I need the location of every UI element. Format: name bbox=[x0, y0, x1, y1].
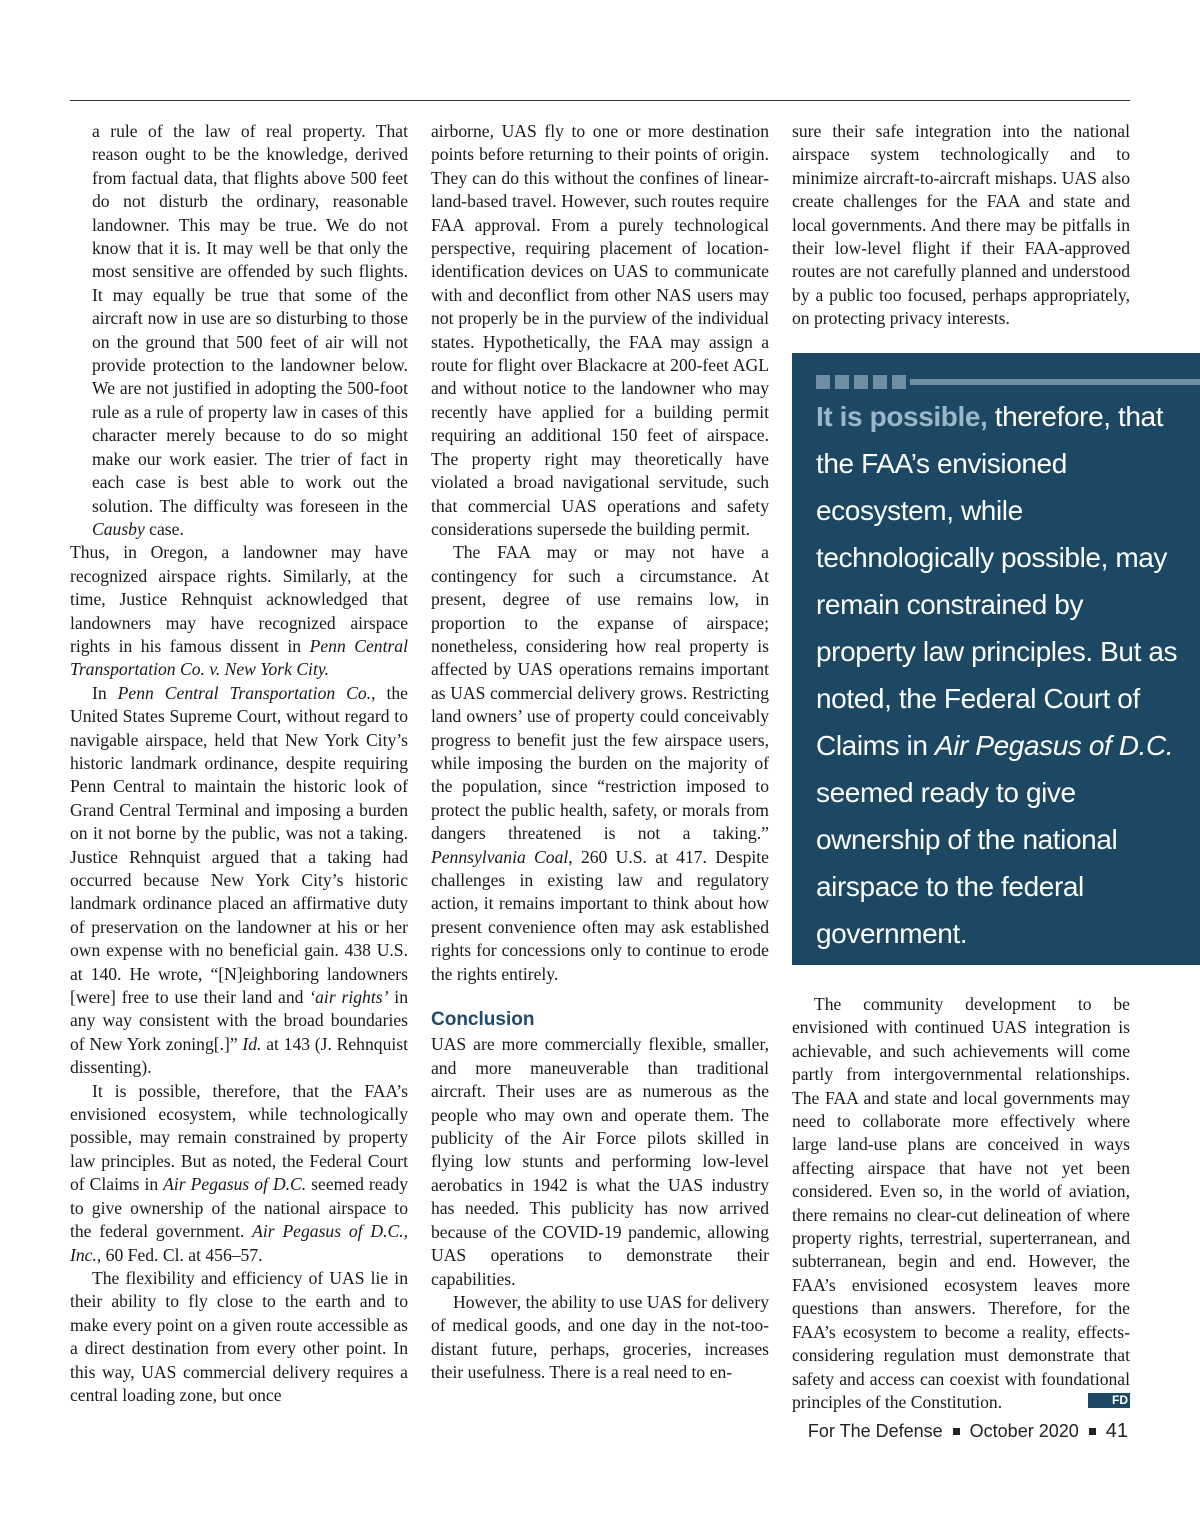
case-name: Penn Central Transportation Co. bbox=[117, 682, 372, 703]
paragraph: However, the ability to use UAS for delivery of medical goods, and one day in the not-too-distant future, perhaps, groceries, increases their usefulness. There is a real need to en- bbox=[431, 1291, 769, 1383]
paragraph bbox=[70, 541, 408, 681]
pull-quote-body: therefore, that the FAA’s envisioned ecosystem, while technologically possible, may remain constrained by property law principles. But as noted, the Federal Court of Claims in bbox=[816, 401, 1178, 761]
decor-square bbox=[835, 375, 849, 389]
decor-square bbox=[816, 375, 830, 389]
paragraph-text: seemed ready to give ownership of the national airspace to the federal government. bbox=[70, 1174, 408, 1242]
paragraph-text: Thus, in Oregon, a landowner may have recognized airspace rights. Similarly, at the time, Justice Rehnquist acknowledged that landowners may have recognized airspace rights in his famous dissent in bbox=[70, 542, 408, 656]
paragraph-text: , 260 U.S. at 417. Despite challenges in existing law and regulatory action, it remains important to think about how present convenience often may ask established rights for concessions only to continue to erode the rights entirely. bbox=[431, 846, 769, 984]
paragraph bbox=[70, 1080, 408, 1267]
pull-quote-decoration bbox=[816, 375, 906, 389]
paragraph-text: The FAA may or may not have a contingency for such a circumstance. At present, degree of use remains low, in proportion to the expanse of airspace; nonetheless, considering how real property is affected by UAS operations remains important as UAS commercial delivery grows. Restricting land owners’ use of property could conceivably progress to benefit just the few airspace users, while imposing the burden on the majority of the population, since “restriction imposed to protect the public health, safety, or morals from dangers threatened is not a taking.” bbox=[431, 542, 769, 844]
separator-square bbox=[1089, 1428, 1096, 1435]
case-name: Air Pegasus of D.C. bbox=[934, 730, 1174, 761]
end-mark-icon: FD bbox=[1088, 1393, 1130, 1408]
paragraph bbox=[431, 541, 769, 986]
case-name: Pennsylvania Coal bbox=[431, 846, 569, 867]
page-number: 41 bbox=[1105, 1420, 1128, 1442]
emphasis: ‘air rights’ bbox=[309, 987, 389, 1008]
paragraph: sure their safe integration into the national airspace system technologically and to minimize aircraft-to-aircraft mishaps. UAS also create challenges for the FAA and state and local governments. And there may be pitfalls in their low-level flight if their FAA-approved routes are not carefully planned and understood by a public too focused, perhaps appropriately, on protecting privacy interests. bbox=[792, 121, 1130, 329]
column-3 bbox=[792, 120, 1130, 331]
section-heading: Conclusion bbox=[431, 1009, 535, 1031]
paragraph-text: The community development to be envisioned with continued UAS integration is achievable, and such achievements will come partly from intergovernmental relationships. The FAA and state and local governments may need to collaborate more effectively where large land-use plans are conceived in ways affecting airspace that have not yet been considered. Even so, in the world of aviation, there remains no clear-cut delineation of where property rights, terrestrial, superterranean, and subterranean, begin and end. However, the FAA’s envisioned ecosystem leaves more questions than answers. Therefore, for the FAA’s ecosystem to become a reality, effects-considering regulation must demonstrate that safety and access can coexist with foundational principles of the Constitution. bbox=[792, 994, 1130, 1412]
paragraph-text: in any way consistent with the broad boundaries of New York zoning[.]” bbox=[70, 987, 408, 1054]
decor-square bbox=[854, 375, 868, 389]
case-name: Air Pegasus of D.C. bbox=[163, 1174, 307, 1195]
case-name: Causby bbox=[92, 518, 145, 539]
publication-name: For The Defense bbox=[807, 1421, 943, 1441]
pull-quote-lead: It is possible, bbox=[816, 401, 988, 432]
paragraph bbox=[70, 682, 408, 1080]
pull-quote-text bbox=[816, 393, 1186, 957]
decor-square bbox=[892, 375, 906, 389]
paragraph-text: , 60 Fed. Cl. at 456–57. bbox=[96, 1244, 263, 1265]
column-3-lower bbox=[792, 993, 1130, 1414]
decor-line bbox=[910, 379, 1200, 385]
paragraph-text: It is possible, therefore, that the FAA’s envisioned ecosystem, while technologically possible, may remain constrained by property law principles. But as noted, the Federal Court of Claims in bbox=[70, 1080, 408, 1195]
quote-paragraph bbox=[92, 120, 408, 541]
paragraph: airborne, UAS fly to one or more destination points before returning to their points of origin. They can do this without the confines of linear-land-based travel. However, such routes require FAA approval. From a purely technological perspective, requiring placement of location-identification devices on UAS to communicate with and deconflict from other NAS users may not properly be in the purview of the individual states. Hypothetically, the FAA may assign a route for flight over Blackacre at 200-feet AGL and without notice to the landowner who may recently have applied for a building permit requiring an additional 150 feet of airspace. The property right may theoretically have violated a broad navigational servitude, such that commercial UAS operations and safety considerations supersede the building permit. bbox=[431, 121, 769, 539]
paragraph-text: , the United States Supreme Court, without regard to navigable airspace, held that New York City’s historic landmark ordinance, despite requiring Penn Central to maintain the historic look of Grand Central Terminal and imposing a burden on it not borne by the public, was not a taking. Justice Rehnquist argued that a taking had occurred because New York City’s historic landmark ordinance placed an affirmative duty of preservation on the landowner at his or her own expense with no beneficial gain. 438 U.S. at 140. He wrote, “[N]eighboring landowners [were] free to use their land and bbox=[70, 682, 408, 1008]
top-rule bbox=[70, 100, 1130, 101]
paragraph bbox=[792, 993, 1130, 1414]
paragraph: UAS are more commercially flexible, smaller, and more maneuverable than traditional aircraft. Their uses are as numerous as the people who may own and operate them. The publicity of the Air Force pilots skilled in flying low stunts and performing low-level aerobatics in 1942 is what the UAS industry has needed. This publicity has now arrived because of the COVID-19 pandemic, allowing UAS operations to demonstrate their capabilities. bbox=[431, 1034, 769, 1289]
separator-square bbox=[953, 1428, 960, 1435]
case-name: Penn Central Transportation Co. v. New York City. bbox=[70, 635, 408, 680]
quote-text-end: case. bbox=[144, 518, 184, 539]
paragraph-text: In bbox=[92, 682, 118, 703]
decor-square bbox=[873, 375, 887, 389]
issue-date: October 2020 bbox=[969, 1421, 1079, 1441]
case-name: Air Pegasus of D.C., Inc. bbox=[70, 1221, 408, 1265]
paragraph-text: at 143 (J. Rehnquist dissenting). bbox=[70, 1033, 408, 1078]
quote-text: a rule of the law of real property. That reason ought to be the knowledge, derived from factual data, that flights above 500 feet do not disturb the ordinary, reasonable landowner. This may be true. We do not know that it is. It may well be that only the most sensitive are offended by such flights. It may equally be true that some of the aircraft now in use are so disturbing to those on the ground that 500 feet of air will not provide protection to the landowner below. We are not justified in adopting the 500-foot rule as a rule of property law in cases of this character merely because to do so might make our work easier. The trier of fact in each case is best able to work out the solution. The difficulty was foreseen in the bbox=[92, 121, 408, 516]
block-quote bbox=[92, 120, 408, 541]
pull-quote-body: seemed ready to give ownership of the national airspace to the federal government. bbox=[816, 777, 1118, 949]
citation-id: Id. bbox=[242, 1033, 262, 1054]
column-1 bbox=[70, 120, 408, 1407]
page-footer bbox=[808, 1420, 1128, 1443]
paragraph: The flexibility and efficiency of UAS lie in their ability to fly close to the earth and to make every point on a given route accessible as a direct destination from every other point. In this way, UAS commercial delivery requires a central loading zone, but once bbox=[70, 1267, 408, 1405]
pull-quote bbox=[792, 353, 1200, 965]
column-2 bbox=[431, 120, 769, 1385]
